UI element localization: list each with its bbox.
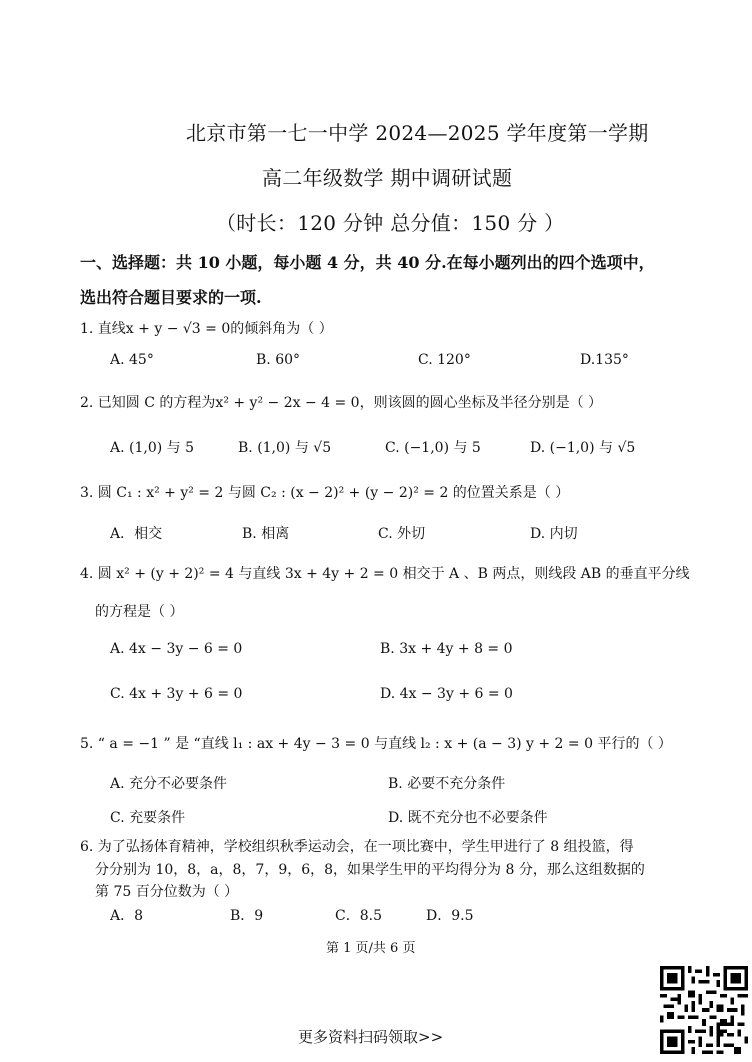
exam-duration-score: （时长：120 分钟 总分值：150 分 ） bbox=[216, 211, 565, 235]
question-1-option-b: B. 60° bbox=[256, 352, 301, 368]
question-6-option-d: D．9.5 bbox=[426, 908, 474, 924]
section-heading-line1: 一、选择题：共 10 小题，每小题 4 分，共 40 分.在每小题列出的四个选项中， bbox=[80, 253, 655, 272]
question-6-stem: 6. 为了弘扬体育精神，学校组织秋季运动会，在一项比赛中，学生甲进行了 8 组投篮，得 bbox=[80, 839, 634, 855]
question-3-option-a: A．相交 bbox=[110, 526, 163, 542]
question-5-option-c: C. 充要条件 bbox=[110, 810, 186, 826]
question-4-stem: 4. 圆 x² + (y + 2)² = 4 与直线 3x + 4y + 2 = 0 相交于 A 、B 两点，则线段 AB 的垂直平分线 bbox=[80, 566, 690, 582]
question-1-stem: 1. 直线x + y − √3 = 0的倾斜角为（ ） bbox=[80, 321, 333, 337]
question-4-option-a: A. 4x − 3y − 6 = 0 bbox=[110, 641, 243, 657]
question-2-option-a: A. (1,0) 与 5 bbox=[110, 440, 195, 456]
question-6-option-b: B．9 bbox=[230, 908, 264, 924]
question-2-option-d: D. (−1,0) 与 √5 bbox=[530, 440, 636, 456]
question-4-option-c: C. 4x + 3y + 6 = 0 bbox=[110, 686, 243, 702]
question-6-stem-line2: 分分别为 10，8，a，8，7，9，6，8，如果学生甲的平均得分为 8 分，那么这组数据的 bbox=[95, 862, 645, 878]
exam-school-title: 北京市第一七一中学 2024—2025 学年度第一学期 bbox=[186, 121, 649, 145]
question-5-option-d: D. 既不充分也不必要条件 bbox=[388, 810, 548, 826]
page-number: 第 1 页/共 6 页 bbox=[326, 941, 416, 956]
question-4-option-b: B. 3x + 4y + 8 = 0 bbox=[380, 641, 513, 657]
question-2-stem: 2. 已知圆 C 的方程为x² + y² − 2x − 4 = 0，则该圆的圆心坐标及半径分别是（ ） bbox=[80, 395, 603, 411]
question-3-option-b: B. 相离 bbox=[242, 526, 290, 542]
exam-subject-title: 高二年级数学 期中调研试题 bbox=[262, 166, 513, 190]
question-4-option-d: D. 4x − 3y + 6 = 0 bbox=[380, 686, 513, 702]
question-2-option-b: B. (1,0) 与 √5 bbox=[238, 440, 332, 456]
question-3-option-d: D. 内切 bbox=[530, 526, 578, 542]
question-3-stem: 3. 圆 C₁ : x² + y² = 2 与圆 C₂ : (x − 2)² + (y − 2)² = 2 的位置关系是（ ） bbox=[80, 485, 570, 501]
question-1-option-c: C. 120° bbox=[418, 352, 471, 368]
question-1-option-d: D.135° bbox=[580, 352, 629, 368]
question-6-option-a: A．8 bbox=[110, 908, 144, 924]
qr-code-icon[interactable] bbox=[660, 966, 748, 1054]
question-2-option-c: C. (−1,0) 与 5 bbox=[385, 440, 481, 456]
more-resources-link[interactable]: 更多资料扫码领取>> bbox=[298, 1028, 444, 1046]
question-6-option-c: C．8.5 bbox=[335, 908, 382, 924]
question-4-stem-continued: 的方程是（ ） bbox=[95, 604, 184, 620]
question-5-option-b: B. 必要不充分条件 bbox=[388, 776, 506, 792]
question-5-stem: 5. “ a = −1 ” 是 “直线 l₁ : ax + 4y − 3 = 0 与直线 l₂ : x + (a − 3) y + 2 = 0 平行的（ ） bbox=[80, 736, 672, 752]
qr-code-graphic bbox=[660, 966, 748, 1054]
section-heading-line2: 选出符合题目要求的一项. bbox=[80, 288, 262, 307]
question-5-option-a: A. 充分不必要条件 bbox=[110, 776, 228, 792]
question-1-option-a: A. 45° bbox=[110, 352, 154, 368]
question-6-stem-line3: 第 75 百分位数为（ ） bbox=[95, 884, 239, 900]
question-3-option-c: C. 外切 bbox=[378, 526, 426, 542]
